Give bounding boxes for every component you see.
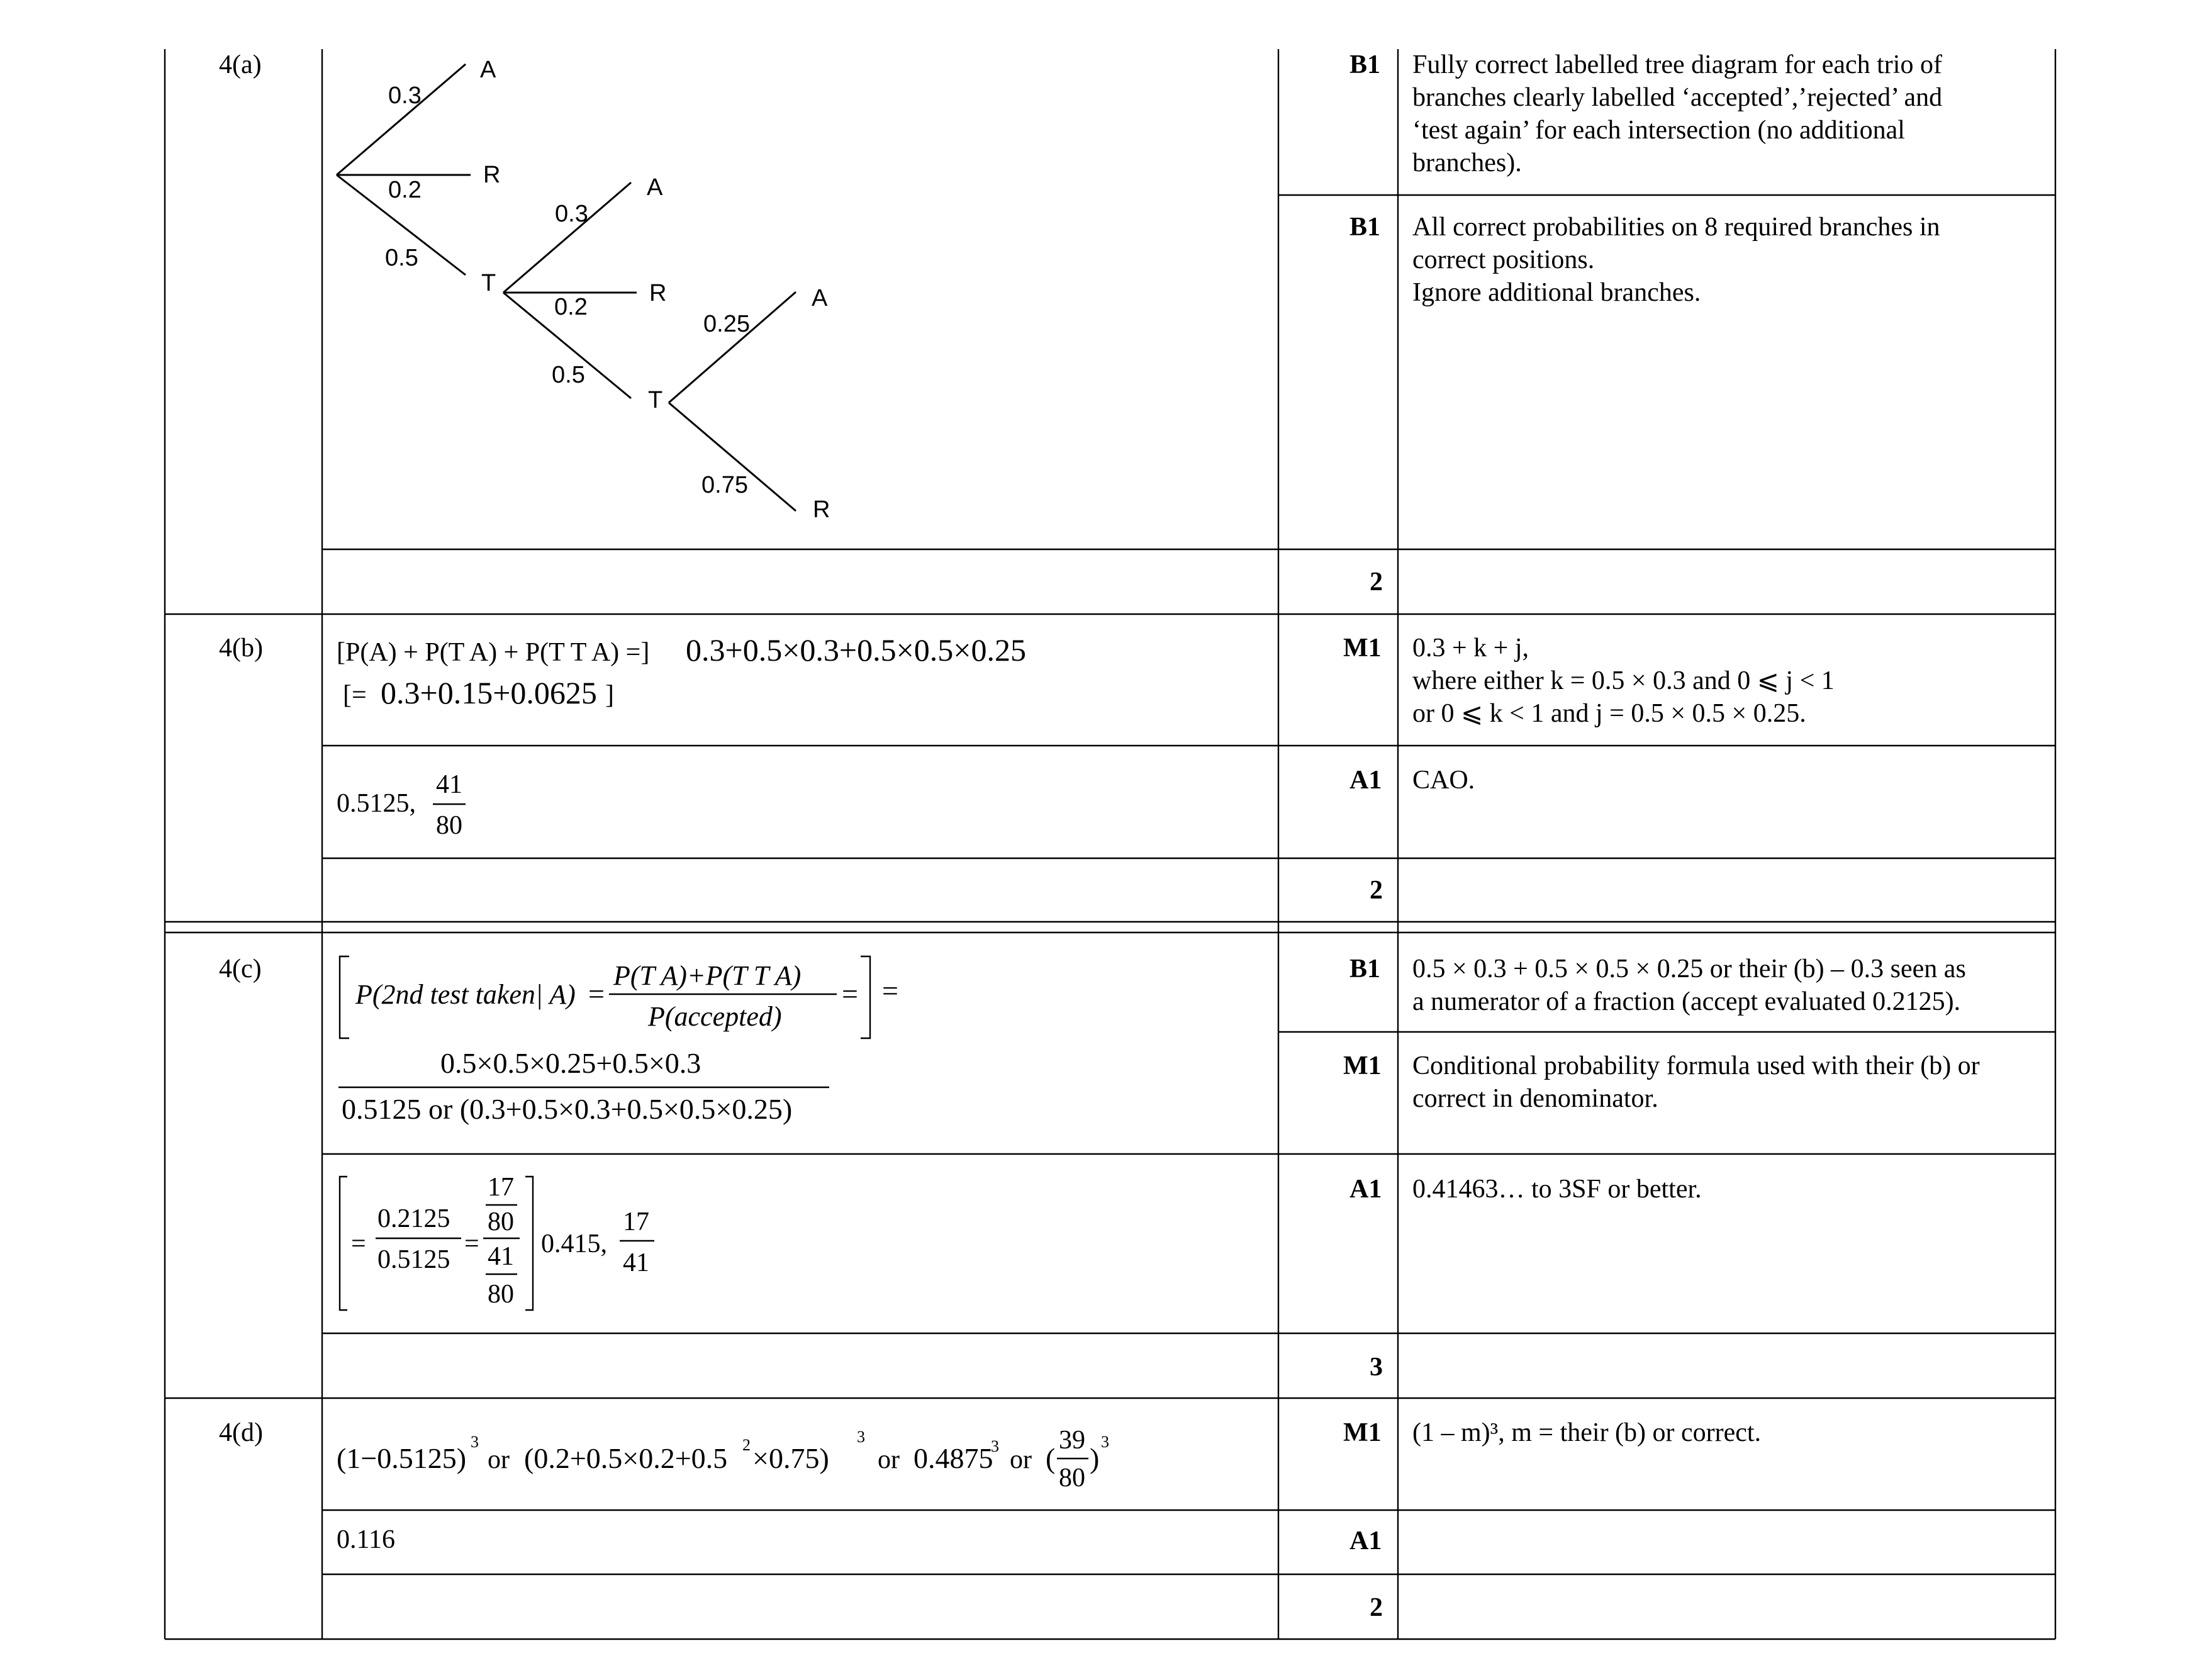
question-4a	[219, 50, 1942, 596]
branch-prob: 0.75	[701, 472, 748, 498]
svg-text:correct in denominator.: correct in denominator.	[1412, 1084, 1658, 1113]
svg-text:=: =	[588, 978, 605, 1010]
mark-code: A1	[1349, 1175, 1382, 1204]
table-grid	[165, 49, 2055, 1639]
mark-code: M1	[1343, 1418, 1382, 1447]
mark-guidance: CAO.	[1412, 766, 1475, 795]
svg-text:3: 3	[991, 1437, 999, 1455]
outcome-label: T	[481, 270, 496, 296]
question-label: 4(b)	[219, 634, 263, 663]
svg-text:Fully correct labelled tree di: Fully correct labelled tree diagram for each trio of	[1412, 50, 1942, 79]
svg-text:×0.75): ×0.75)	[752, 1442, 829, 1474]
question-4d	[219, 1418, 1761, 1622]
question-label: 4(c)	[219, 955, 262, 983]
svg-text:2: 2	[742, 1436, 751, 1454]
branch-prob: 0.5	[552, 362, 585, 388]
mark-total: 2	[1370, 876, 1383, 905]
mark-code: A1	[1349, 1526, 1382, 1555]
mark-code: M1	[1343, 634, 1382, 663]
svg-text:0.3 + k + j,: 0.3 + k + j,	[1412, 634, 1529, 663]
svg-text:All correct probabilities on 8: All correct probabilities on 8 required branches in	[1412, 213, 1940, 242]
branch-prob: 0.3	[555, 201, 588, 227]
svg-text:3: 3	[1101, 1433, 1109, 1451]
question-4b	[219, 632, 1835, 905]
working-prefix: [P(A) + P(T A) + P(T T A) =]	[337, 638, 650, 667]
svg-text:Ignore additional branches.: Ignore additional branches.	[1412, 278, 1701, 307]
working-open-bracket: [=	[343, 681, 367, 710]
mark-total: 2	[1370, 1593, 1383, 1622]
fraction-denominator: 41	[623, 1248, 649, 1277]
expression-c: 0.4875	[914, 1442, 993, 1474]
mark-code: A1	[1349, 766, 1382, 795]
mark-code: B1	[1349, 213, 1381, 242]
mark-code: M1	[1343, 1051, 1382, 1080]
working-expression: 0.3+0.5×0.3+0.5×0.5×0.25	[686, 632, 1026, 668]
outcome-label: A	[480, 57, 496, 83]
working-expression: 0.3+0.15+0.0625	[381, 675, 597, 710]
svg-text:=: =	[464, 1229, 479, 1258]
mark-total: 3	[1370, 1353, 1383, 1382]
question-4c	[219, 955, 1980, 1382]
svg-text:Conditional probability formul: Conditional probability formula used with their (b) or	[1412, 1051, 1980, 1080]
left-bracket	[340, 956, 349, 1038]
mark-guidance: (1 – m)³, m = their (b) or correct.	[1412, 1418, 1762, 1447]
mark-code: B1	[1349, 50, 1381, 79]
svg-text:3: 3	[471, 1433, 479, 1451]
fraction-numerator: 39	[1059, 1426, 1085, 1455]
svg-text:): )	[1090, 1442, 1100, 1474]
svg-text:80: 80	[488, 1207, 514, 1236]
left-bracket	[340, 1177, 347, 1310]
working-numerator: 0.5×0.5×0.25+0.5×0.3	[440, 1047, 701, 1079]
tree-diagram	[337, 57, 830, 523]
svg-text:(: (	[1046, 1442, 1056, 1474]
outcome-label: R	[483, 162, 501, 188]
svg-text:or: or	[878, 1445, 900, 1474]
final-answer: 0.415,	[541, 1229, 607, 1258]
svg-text:0.5 × 0.3 + 0.5 × 0.5 × 0.25 o: 0.5 × 0.3 + 0.5 × 0.5 × 0.25 or their (b) – 0.3 seen as	[1412, 955, 1966, 983]
working-denominator: 0.5125 or (0.3+0.5×0.3+0.5×0.5×0.25)	[342, 1093, 793, 1125]
final-answer: 0.5125,	[337, 789, 416, 818]
svg-text:3: 3	[857, 1428, 865, 1446]
question-label: 4(a)	[219, 50, 262, 79]
svg-text:=: =	[842, 978, 858, 1010]
mark-code: B1	[1349, 955, 1381, 983]
svg-text:branches).: branches).	[1412, 148, 1522, 177]
fraction-numerator: 17	[623, 1207, 649, 1236]
eval-denominator: 0.5125	[377, 1245, 450, 1274]
outcome-label: T	[648, 387, 663, 413]
outcome-label: R	[649, 280, 667, 306]
mark-guidance	[1412, 50, 1942, 177]
outcome-label: R	[813, 496, 830, 523]
branch-prob: 0.2	[554, 294, 588, 320]
equals-sign: =	[882, 975, 898, 1007]
expression-b: (0.2+0.5×0.2+0.5	[524, 1442, 728, 1474]
right-bracket	[861, 956, 870, 1038]
outcome-label: A	[812, 285, 828, 311]
svg-text:=: =	[351, 1229, 366, 1258]
mark-guidance	[1412, 955, 1966, 1016]
svg-text:or 0 ⩽ k < 1 and j = 0.5 × 0.5: or 0 ⩽ k < 1 and j = 0.5 × 0.5 × 0.25.	[1412, 699, 1806, 728]
right-bracket	[525, 1177, 533, 1310]
branch-prob: 0.25	[703, 311, 750, 337]
formula-denominator: P(accepted)	[648, 1001, 782, 1032]
working-close-bracket: ]	[605, 681, 614, 710]
svg-text:17: 17	[488, 1173, 514, 1202]
expression-a: (1−0.5125)	[337, 1442, 467, 1474]
svg-text:‘test again’ for each intersec: ‘test again’ for each intersection (no additional	[1412, 116, 1905, 145]
fraction-numerator: 41	[436, 770, 462, 799]
svg-text:or: or	[488, 1445, 510, 1474]
svg-text:a numerator of a fraction (acc: a numerator of a fraction (accept evaluated 0.2125).	[1412, 987, 1961, 1016]
question-label: 4(d)	[219, 1418, 263, 1447]
branch-prob: 0.5	[385, 245, 418, 271]
svg-text:or: or	[1010, 1445, 1032, 1474]
conditional-lhs: P(2nd test taken| A)	[355, 979, 576, 1010]
outcome-label: A	[647, 174, 663, 201]
mark-total: 2	[1370, 568, 1383, 596]
mark-guidance	[1412, 1051, 1980, 1113]
formula-numerator: P(T A)+P(T T A)	[613, 960, 802, 991]
fraction-denominator: 80	[436, 811, 462, 840]
mark-guidance	[1412, 213, 1940, 307]
branch-prob: 0.2	[388, 177, 422, 203]
svg-text:branches clearly labelled ‘acc: branches clearly labelled ‘accepted’,’rejected’ and	[1412, 83, 1943, 112]
final-answer: 0.116	[337, 1525, 395, 1554]
mark-guidance	[1412, 634, 1835, 728]
branch-prob: 0.3	[388, 82, 422, 109]
eval-numerator: 0.2125	[377, 1204, 450, 1233]
svg-text:correct positions.: correct positions.	[1412, 245, 1595, 274]
svg-text:80: 80	[488, 1280, 514, 1309]
mark-guidance: 0.41463… to 3SF or better.	[1412, 1175, 1702, 1204]
svg-text:41: 41	[488, 1242, 514, 1271]
svg-text:where either k = 0.5 × 0.3 and: where either k = 0.5 × 0.3 and 0 ⩽ j < 1	[1412, 666, 1835, 695]
fraction-denominator: 80	[1059, 1464, 1085, 1492]
